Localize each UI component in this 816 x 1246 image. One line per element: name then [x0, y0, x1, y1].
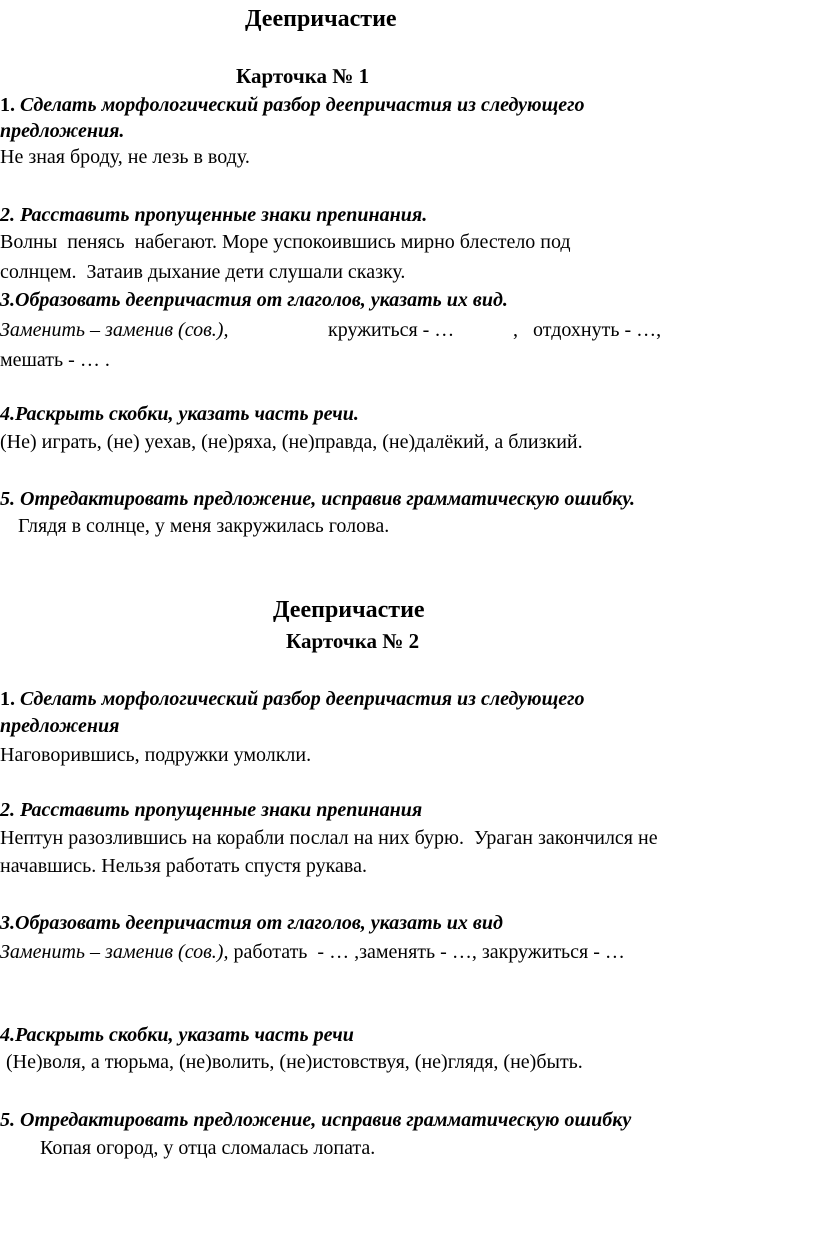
card2-task2-title: 2. Расставить пропущенные знаки препинания: [0, 799, 423, 821]
card1-task1-sentence: Не зная броду, не лезь в воду.: [0, 146, 250, 168]
card1-task3-title: 3.Образовать деепричастия от глаголов, указать их вид.: [0, 289, 508, 311]
card2-task5-line: Копая огород, у отца сломалась лопата.: [40, 1137, 376, 1159]
card2-task3-line: [0, 942, 625, 962]
card2-task2-line2: начавшись. Нельзя работать спустя рукава.: [0, 855, 367, 877]
card2-task1-sentence: Наговорившись, подружки умолкли.: [0, 744, 312, 766]
card2-task4-line: (Не)воля, а тюрьма, (не)волить, (не)истовствуя, (не)глядя, (не)быть.: [6, 1051, 583, 1073]
card1-title: Карточка № 1: [236, 64, 370, 88]
card2-task5-title: 5. Отредактировать предложение, исправив грамматическую ошибку: [0, 1109, 632, 1131]
card2-heading: Деепричастие: [273, 597, 425, 623]
card2-title: Карточка № 2: [286, 629, 420, 653]
card1-task3-example: Заменить – заменив (сов.),: [0, 319, 229, 341]
card1-task2-line1: Волны пенясь набегают. Море успокоившись мирно блестело под: [0, 231, 571, 253]
card1-heading: Деепричастие: [245, 6, 397, 32]
card2-task4-title: 4.Раскрыть скобки, указать часть речи: [0, 1024, 354, 1046]
card1-task5-line: Глядя в солнце, у меня закружилась голова.: [18, 515, 390, 537]
card2-task1-instruction: Сделать морфологический разбор деепричастия из следующего: [20, 688, 585, 710]
card1-task1-line1: [0, 95, 585, 115]
card2-task3-example: Заменить – заменив (сов.),: [0, 941, 229, 963]
card1-task3-separator: ,: [513, 319, 518, 341]
card1-task1-instruction-cont: предложения.: [0, 120, 125, 142]
card1-task1-number: 1.: [0, 94, 15, 116]
card2-task1-line1: [0, 689, 585, 709]
card1-task1-instruction: Сделать морфологический разбор деепричастия из следующего: [20, 94, 585, 116]
card1-task5-title: 5. Отредактировать предложение, исправив грамматическую ошибку.: [0, 488, 635, 510]
card2-task3-verbs: работать - … ,заменять - …, закружиться - …: [228, 941, 625, 963]
card1-task4-line: (Не) играть, (не) уехав, (не)ряха, (не)правда, (не)далёкий, а близкий.: [0, 431, 583, 453]
card1-task2-line2: солнцем. Затаив дыхание дети слушали сказку.: [0, 261, 406, 283]
card1-task3-line2: мешать - … .: [0, 349, 110, 371]
card2-task1-number: 1.: [0, 688, 15, 710]
card2-task3-title: 3.Образовать деепричастия от глаголов, указать их вид: [0, 912, 503, 934]
card1-task3-verb1: кружиться - …: [328, 319, 455, 341]
card2-task1-instruction-cont: предложения: [0, 715, 120, 737]
card2-task2-line1: Нептун разозлившись на корабли послал на них бурю. Ураган закончился не: [0, 827, 658, 849]
card1-task2-title: 2. Расставить пропущенные знаки препинания.: [0, 204, 428, 226]
card1-task3-verb2: отдохнуть - …,: [533, 319, 662, 341]
card1-task4-title: 4.Раскрыть скобки, указать часть речи.: [0, 403, 359, 425]
